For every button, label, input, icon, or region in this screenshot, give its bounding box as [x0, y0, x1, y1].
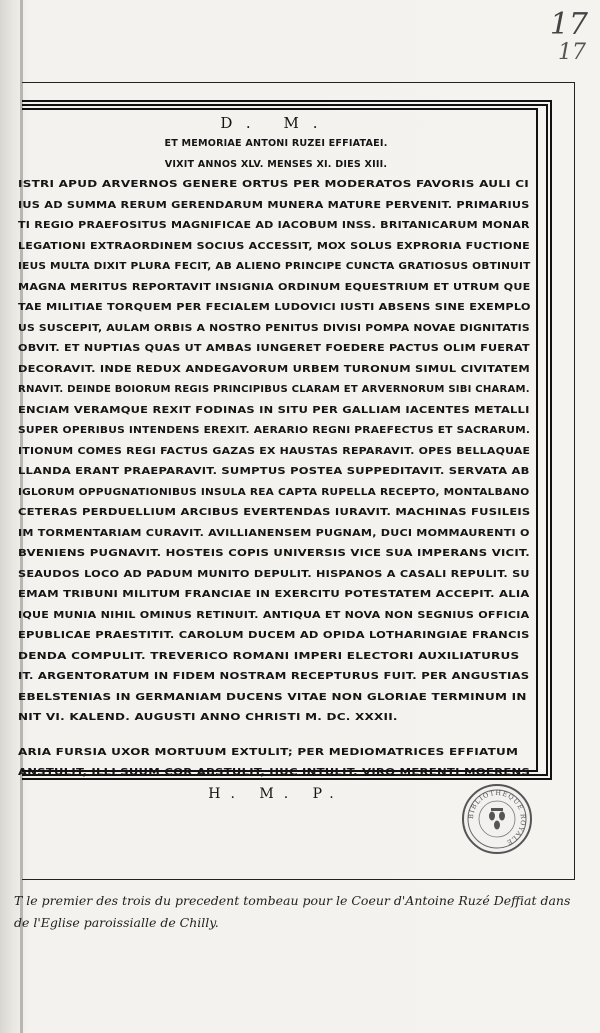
inscription-heading: D. M.	[220, 114, 332, 132]
inscription-line: IT. ARGENTORATUM IN FIDEM NOSTRAM RECEPTURUS FUIT. PER ANGUSTIAS	[18, 671, 530, 682]
inscription-line: ITIONUM COMES REGI FACTUS GAZAS EX HAUSTAS REPARAVIT. OPES BELLAQUAE	[18, 445, 531, 457]
caption-line-1: T le premier des trois du precedent tombeau pour le Coeur d'Antoine Ruzé Deffiat dans	[14, 893, 571, 908]
inscription-line: ARIA FURSIA UXOR MORTUUM EXTULIT; PER MEDIOMATRICES EFFIATUM	[18, 746, 519, 758]
inscription-line: DENDA COMPULIT. TREVERICO ROMANI IMPERI ELECTORI AUXILIATURUS	[18, 650, 520, 662]
inscription-line: SUPER OPERIBUS INTENDENS EREXIT. AERARIO REGNI PRAEFECTUS ET SACRARUM.	[18, 425, 531, 436]
inscription-closing	[18, 743, 534, 784]
inscription-line: IQUE MUNIA NIHIL OMINUS RETINUIT. ANTIQUA ET NOVA NON SEGNIUS OFFICIA	[18, 609, 530, 621]
inscription-line: IUS AD SUMMA RERUM GERENDARUM MUNERA MATURE PERVENIT. PRIMARIUS	[18, 199, 530, 211]
inscription-age: VIXIT ANNOS XLV. MENSES XI. DIES XIII.	[164, 158, 388, 170]
inscription-line: US SUSCEPIT, AULAM ORBIS A NOSTRO PENITUS DIVISI POMPA NOVAE DIGNITATIS	[18, 322, 530, 334]
inscription-text	[18, 112, 534, 804]
inscription-line: EBELSTENIAS IN GERMANIAM DUCENS VITAE NON GLORIAE TERMINUM IN	[18, 691, 527, 703]
inscription-line: TAE MILITIAE TORQUEM PER FECIALEM LUDOVICI IUSTI ABSENS SINE EXEMPLO	[18, 302, 531, 313]
folio-number: 17	[549, 7, 588, 42]
inscription-line: RNAVIT. DEINDE BOIORUM REGIS PRINCIPIBUS CLARAM ET ARVERNORUM SIBI CHARAM.	[18, 384, 530, 395]
inscription-line: NIT VI. KALEND. AUGUSTI ANNO CHRISTI M. DC. XXXII.	[18, 712, 398, 723]
inscription-body	[18, 175, 534, 729]
inscription-line: CETERAS PERDUELLIUM ARCIBUS EVERTENDAS IURAVIT. MACHINAS FUSILEIS	[18, 507, 531, 518]
stamp-text: BIBLIOTHEQUE ROYALE	[466, 788, 528, 847]
inscription-line: EPUBLICAE PRAESTITIT. CAROLUM DUCEM AD OPIDA LOTHARINGIAE FRANCIS	[18, 630, 530, 641]
inscription-line: OBVIT. ET NUPTIAS QUAS UT AMBAS IUNGERET FOEDERE PACTUS OLIM FUERAT	[18, 343, 530, 354]
inscription-line: ENCIAM VERAMQUE REXIT FODINAS IN SITU PER GALLIAM IACENTES METALLI	[18, 404, 530, 416]
inscription-line: IM TORMENTARIAM CURAVIT. AVILLIANENSEM PUGNAM, DUCI MOMMAURENTI O	[18, 527, 530, 539]
stamp-seal-icon	[464, 786, 530, 852]
inscription-line: SEAUDOS LOCO AD PADUM MUNITO DEPULIT. HISPANOS A CASALI REPULIT. SU	[18, 568, 530, 580]
inscription-dedication: ET MEMORIAE ANTONI RUZEI EFFIATAEI.	[164, 138, 388, 149]
inscription-line: DECORAVIT. INDE REDUX ANDEGAVORUM URBEM TURONUM SIMUL CIVITATEM	[18, 363, 530, 375]
inscription-line: MAGNA MERITUS REPORTAVIT INSIGNIA ORDINUM EQUESTRIUM ET UTRUM QUE	[18, 281, 531, 293]
caption	[14, 890, 594, 934]
inscription-line: LEGATIONI EXTRAORDINEM SOCIUS ACCESSIT, MOX SOLUS EXPRORIA FUCTIONE	[18, 240, 530, 252]
inscription-line: LLANDA ERANT PRAEPARAVIT. SUMPTUS POSTEA SUPPEDITAVIT. SERVATA AB	[18, 466, 530, 477]
inscription-line: EMAM TRIBUNI MILITUM FRANCIAE IN EXERCITU POTESTATEM ACCEPIT. ALIA	[18, 589, 530, 600]
library-stamp	[462, 784, 532, 854]
inscription-signature: H. M. P.	[208, 785, 344, 802]
inscription-line: ANSTULIT, ILLI SUUM COR ABSTULIT, HUC INTULIT. VIRO MERENTI MOERENS	[18, 767, 531, 778]
inscription-line: ISTRI APUD ARVERNOS GENERE ORTUS PER MODERATOS FAVORIS AULI CI	[18, 179, 530, 190]
inscription-line: IEUS MULTA DIXIT PLURA FECIT, AB ALIENO PRINCIPE CUNCTA GRATIOSUS OBTINUIT	[18, 261, 531, 272]
folio-number-secondary: 17	[558, 40, 586, 65]
inscription-line: TI REGIO PRAEFOSITUS MAGNIFICAE AD IACOBUM INSS. BRITANICARUM MONAR	[18, 220, 530, 231]
caption-line-2: de l'Eglise paroissialle de Chilly.	[14, 915, 219, 930]
inscription-line: IGLORUM OPPUGNATIONIBUS INSULA REA CAPTA RUPELLA RECEPTO, MONTALBANO	[18, 486, 530, 498]
inscription-line: BVENIENS PUGNAVIT. HOSTEIS COPIS UNIVERSIS VICE SUA IMPERANS VICIT.	[18, 548, 530, 559]
inscription-gap	[18, 729, 534, 743]
